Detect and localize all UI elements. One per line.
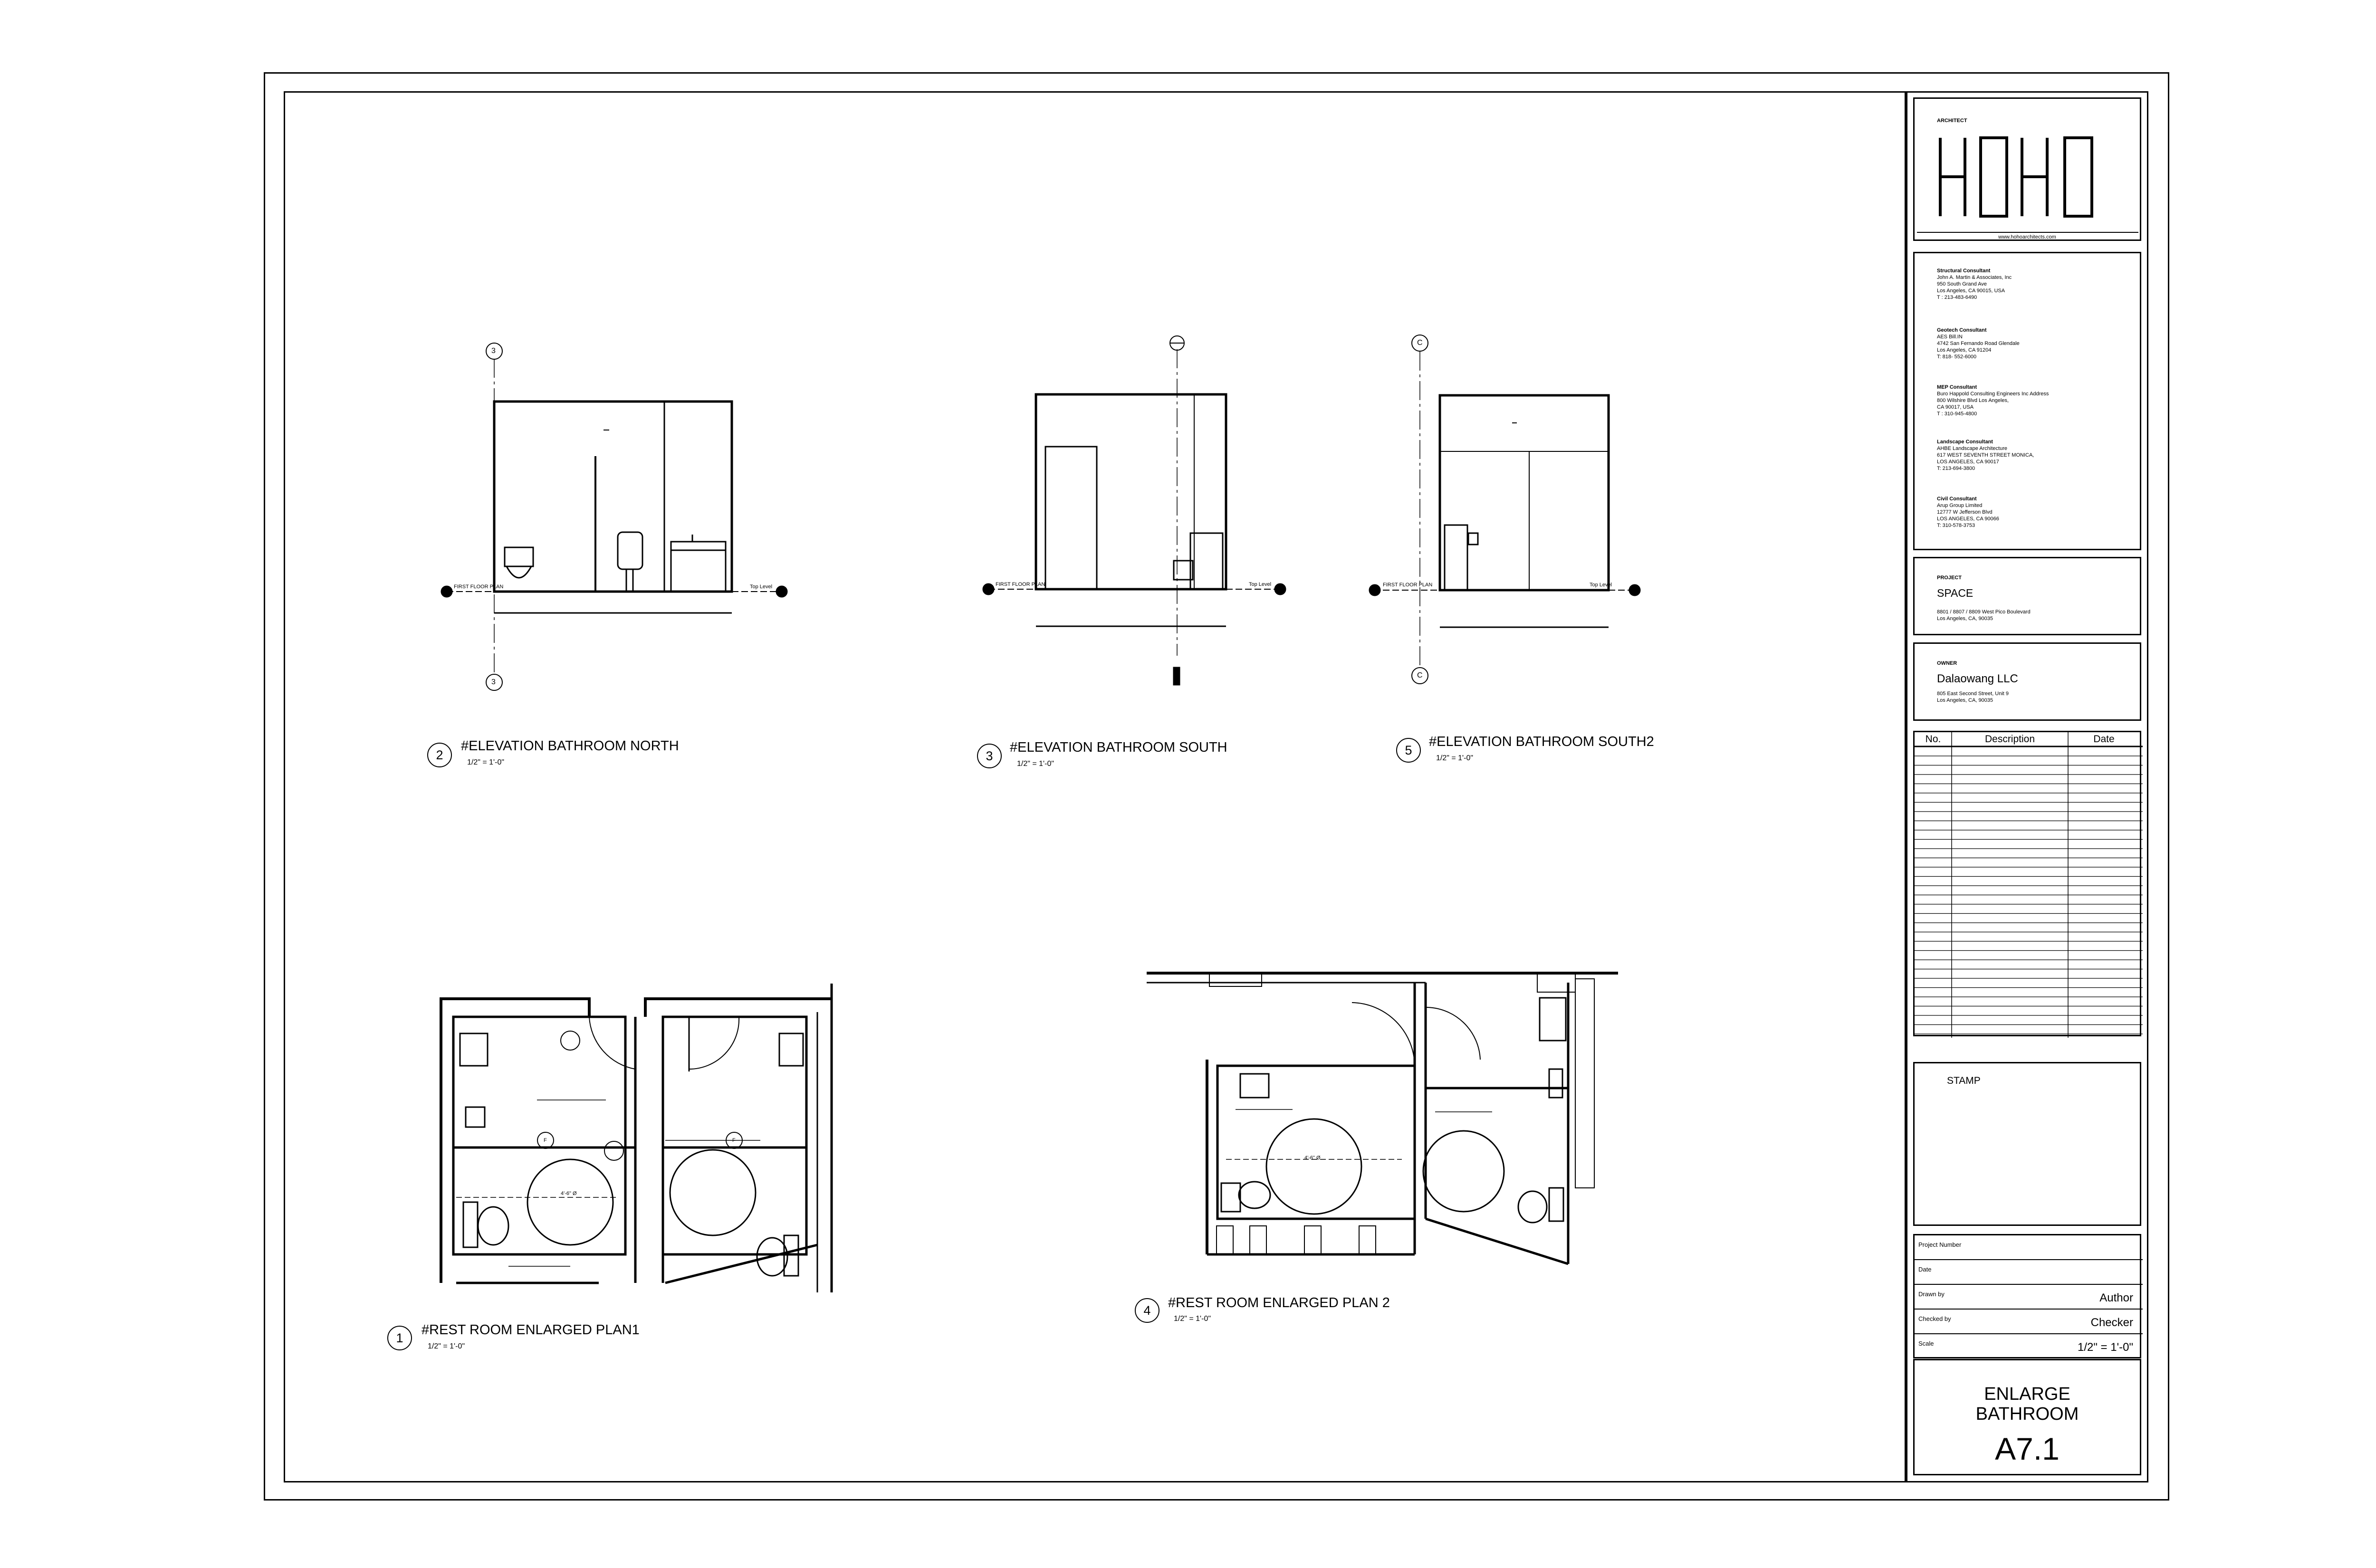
consultant-line: T: 213-694-3800 bbox=[1937, 466, 1975, 471]
consultant-line: Los Angeles, CA 91204 bbox=[1937, 347, 1992, 353]
project-address: Los Angeles, CA, 90035 bbox=[1937, 616, 1993, 621]
info-key: Date bbox=[1918, 1266, 1932, 1273]
view-scale: 1/2" = 1'-0" bbox=[1436, 754, 1474, 762]
owner-panel bbox=[1913, 642, 2141, 721]
project-panel bbox=[1913, 557, 2141, 635]
consultant-block bbox=[1937, 496, 1999, 529]
level-label: FIRST FLOOR PLAN bbox=[454, 584, 504, 590]
consultant-block bbox=[1937, 439, 2034, 472]
consultant-role: Civil Consultant bbox=[1937, 496, 1977, 502]
consultant-line: T : 310-945-4800 bbox=[1937, 411, 1977, 417]
info-key: Scale bbox=[1918, 1340, 1934, 1347]
stamp-panel bbox=[1913, 1062, 2141, 1226]
consultant-line: 800 Wilshire Blvd Los Angeles, bbox=[1937, 398, 2009, 403]
owner-name: Dalaowang LLC bbox=[1937, 672, 2018, 685]
view-title: #ELEVATION BATHROOM SOUTH bbox=[1010, 740, 1227, 755]
info-value: Checker bbox=[2090, 1316, 2133, 1329]
consultant-role: MEP Consultant bbox=[1937, 384, 1977, 390]
tag-label: F bbox=[544, 1138, 547, 1143]
view-scale: 1/2" = 1'-0" bbox=[428, 1342, 465, 1350]
consultant-role: Landscape Consultant bbox=[1937, 439, 1993, 445]
consultant-line: 4742 San Fernando Road Glendale bbox=[1937, 341, 2020, 346]
consultant-line: T: 818- 552-6000 bbox=[1937, 354, 1977, 360]
consultant-line: CA 90017, USA bbox=[1937, 404, 1974, 410]
consultant-line: T: 310-578-3753 bbox=[1937, 523, 1975, 528]
level-label: FIRST FLOOR PLAN bbox=[1383, 582, 1433, 588]
consultant-line: Arup Group Limited bbox=[1937, 503, 1983, 508]
consultant-line: T : 213-483-6490 bbox=[1937, 295, 1977, 300]
revision-grid bbox=[1915, 732, 2143, 1038]
consultant-line: 617 WEST SEVENTH STREET MONICA, bbox=[1937, 452, 2034, 458]
consultant-line: 950 South Grand Ave bbox=[1937, 281, 1987, 287]
view-title: #REST ROOM ENLARGED PLAN1 bbox=[422, 1322, 640, 1338]
consultant-line: Los Angeles, CA 90015, USA bbox=[1937, 288, 2005, 294]
plan1-drawing bbox=[441, 984, 832, 1292]
architect-panel bbox=[1913, 97, 2141, 241]
tag-label: F bbox=[732, 1138, 736, 1143]
architect-label: ARCHITECT bbox=[1937, 118, 1967, 124]
view-scale: 1/2" = 1'-0" bbox=[1017, 760, 1054, 768]
info-key: Project Number bbox=[1918, 1241, 1962, 1248]
level-label: Top Level bbox=[1249, 582, 1272, 587]
info-row-date bbox=[1915, 1260, 2143, 1285]
view-number-bubble: 1 bbox=[387, 1326, 412, 1350]
info-row-scale bbox=[1915, 1334, 2143, 1359]
consultant-line: Buro Happold Consulting Engineers Inc Address bbox=[1937, 391, 2049, 397]
info-key: Drawn by bbox=[1918, 1291, 1945, 1298]
view-title: #ELEVATION BATHROOM NORTH bbox=[461, 738, 679, 754]
stamp-label: STAMP bbox=[1947, 1075, 1981, 1086]
view-number-bubble: 5 bbox=[1396, 738, 1421, 763]
project-address: 8801 / 8807 / 8809 West Pico Boulevard bbox=[1937, 609, 2031, 615]
consultant-block bbox=[1937, 327, 2020, 360]
dimension-label: 4'-6" Ø bbox=[561, 1191, 577, 1196]
owner-address: Los Angeles, CA, 90035 bbox=[1937, 698, 1993, 703]
dimension-label: 4'-6" Ø bbox=[1304, 1155, 1321, 1161]
sheet-title-panel bbox=[1913, 1359, 2141, 1475]
view-scale: 1/2" = 1'-0" bbox=[1174, 1315, 1211, 1323]
revision-header-no: No. bbox=[1925, 734, 1941, 745]
consultant-line: John A. Martin & Associates, Inc bbox=[1937, 275, 2012, 280]
grid-label: C bbox=[1417, 339, 1423, 347]
level-label: FIRST FLOOR PLAN bbox=[996, 582, 1045, 587]
info-value: Author bbox=[2099, 1291, 2133, 1304]
owner-address: 805 East Second Street, Unit 9 bbox=[1937, 691, 2009, 697]
info-value: 1/2" = 1'-0" bbox=[2077, 1341, 2133, 1354]
website-link[interactable]: www.hohoarchitects.com bbox=[1998, 234, 2056, 240]
view-number-bubble: 3 bbox=[977, 744, 1002, 768]
sheet-number: A7.1 bbox=[1995, 1431, 2060, 1466]
project-name: SPACE bbox=[1937, 587, 1974, 599]
view-number-bubble: 2 bbox=[427, 743, 452, 767]
consultant-role: Structural Consultant bbox=[1937, 268, 1991, 274]
consultant-line: AES Bill.IN bbox=[1937, 334, 1963, 340]
elevation-south-drawing bbox=[983, 336, 1285, 685]
level-label: Top Level bbox=[1590, 582, 1612, 588]
info-row-drawn-by bbox=[1915, 1285, 2143, 1310]
revision-table bbox=[1913, 731, 2141, 1036]
level-label: Top Level bbox=[750, 584, 773, 590]
info-row-checked-by bbox=[1915, 1310, 2143, 1334]
sheet-title-line: BATHROOM bbox=[1975, 1404, 2079, 1424]
project-label: PROJECT bbox=[1937, 575, 1962, 581]
grid-label: C bbox=[1417, 671, 1423, 679]
info-row-project-number bbox=[1915, 1235, 2143, 1260]
revision-header-date: Date bbox=[2093, 734, 2115, 745]
grid-label: 3 bbox=[491, 678, 496, 686]
view-scale: 1/2" = 1'-0" bbox=[467, 758, 505, 766]
consultant-role: Geotech Consultant bbox=[1937, 327, 1987, 333]
revision-header-description: Description bbox=[1984, 734, 2035, 745]
info-key: Checked by bbox=[1918, 1315, 1951, 1322]
consultant-line: AHBE Landscape Architecture bbox=[1937, 446, 2007, 451]
consultant-block bbox=[1937, 268, 2012, 301]
logo-divider bbox=[1917, 232, 2138, 233]
consultant-line: 12777 W Jefferson Blvd bbox=[1937, 509, 1993, 515]
sheet-title-line: ENLARGE bbox=[1984, 1384, 2070, 1404]
plan2-drawing bbox=[1147, 973, 1618, 1264]
view-number-bubble: 4 bbox=[1135, 1298, 1159, 1323]
sheet-info-panel bbox=[1913, 1234, 2141, 1358]
grid-label: 3 bbox=[491, 347, 496, 355]
owner-label: OWNER bbox=[1937, 660, 1957, 666]
consultant-block bbox=[1937, 384, 2049, 417]
elevation-north-drawing bbox=[441, 343, 787, 690]
consultants-panel bbox=[1913, 252, 2141, 550]
view-title: #REST ROOM ENLARGED PLAN 2 bbox=[1168, 1295, 1390, 1310]
consultant-line: LOS ANGELES, CA 90017 bbox=[1937, 459, 1999, 465]
view-title: #ELEVATION BATHROOM SOUTH2 bbox=[1429, 734, 1654, 749]
consultant-line: LOS ANGELES, CA 90066 bbox=[1937, 516, 1999, 522]
elevation-south2-drawing bbox=[1370, 335, 1640, 684]
